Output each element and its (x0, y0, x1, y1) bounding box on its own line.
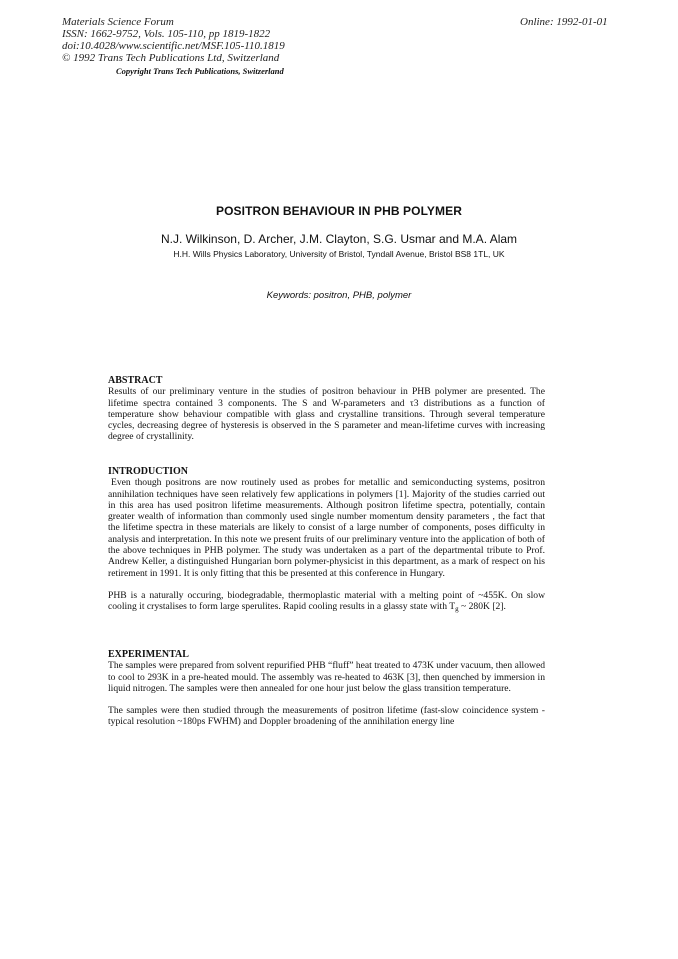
journal-header (62, 16, 285, 64)
keywords: Keywords: positron, PHB, polymer (266, 290, 412, 301)
paper-title: POSITRON BEHAVIOUR IN PHB POLYMER (216, 204, 462, 218)
tg-subscript: g (455, 605, 459, 614)
experimental-section (108, 649, 545, 728)
author-list: N.J. Wilkinson, D. Archer, J.M. Clayton, S.G. Usmar and M.A. Alam (160, 232, 518, 246)
introduction-paragraph-2 (108, 590, 545, 613)
abstract-section (108, 375, 545, 443)
issn-line: ISSN: 1662-9752, Vols. 105-110, pp 1819-1822 (62, 28, 271, 40)
journal-name: Materials Science Forum (62, 16, 174, 28)
experimental-paragraph-1: The samples were prepared from solvent repurified PHB “fluff” heat treated to 473K under vacuum, then allowed to cool to 293K in a pre-heated mould. The assembly was re-heated to 463K [3], then quenched by immersion in liquid nitrogen. The samples were then annealed for one hour just below the glass transition temperature. (108, 660, 545, 694)
introduction-paragraph-1: Even though positrons are now routinely used as probes for metallic and semiconducting systems, positron annihilation techniques have seen relatively few applications in polymers [1]. Majority of the studies carried out in this area has used positron lifetime measurements. Although positron lifetime spectra, potentially, contain greater wealth of information than commonly used single number momentum density parameters , the fact that the lifetime spectra in these materials are likely to consist of a large number of components, poses difficulty in analysis and interpretation. In this note we present fruits of our preliminary venture into the application of both of the above techniques in PHB polymer. The study was undertaken as a part of the departmental tribute to Prof. Andrew Keller, a distinguished Hungarian born polymer-physicist in this department, as a mark of respect on his retirement in 1991. It is only fitting that this be presented at this conference in Hungary. (108, 477, 545, 579)
copyright-stamp: Copyright Trans Tech Publications, Switzerland (116, 66, 284, 76)
experimental-heading: EXPERIMENTAL (108, 649, 189, 660)
p2-tail-text: ~ 280K [2]. (458, 601, 506, 613)
doi-link[interactable]: doi:10.4028/www.scientific.net/MSF.105-110.1819 (62, 40, 285, 52)
introduction-heading: INTRODUCTION (108, 466, 189, 477)
online-date: Online: 1992-01-01 (520, 16, 608, 28)
p2-main-text: PHB is a naturally occuring, biodegradable, thermoplastic material with a melting point of ~455K. On slow cooling it crystalises to form large sperulites. Rapid cooling results in a glassy state with T (108, 589, 545, 613)
affiliation: H.H. Wills Physics Laboratory, University of Bristol, Tyndall Avenue, Bristol BS8 1TL, UK (173, 249, 505, 259)
introduction-section (108, 466, 545, 613)
experimental-paragraph-2: The samples were then studied through the measurements of positron lifetime (fast-slow coincidence system - typical resolution ~180ps FWHM) and Doppler broadening of the annihilation energy line (108, 705, 545, 728)
abstract-text: Results of our preliminary venture in the studies of positron behaviour in PHB polymer are presented. The lifetime spectra contained 3 components. The S and W-parameters and τ3 distributions as a function of temperature show behaviour compatible with glass and crystalline transitions. Through several temperature cycles, decreasing degree of hysteresis is observed in the S parameter and mean-lifetime curves with increasing degree of crystallinity. (108, 386, 545, 443)
copyright-line: © 1992 Trans Tech Publications Ltd, Switzerland (62, 52, 280, 64)
abstract-heading: ABSTRACT (108, 375, 163, 386)
